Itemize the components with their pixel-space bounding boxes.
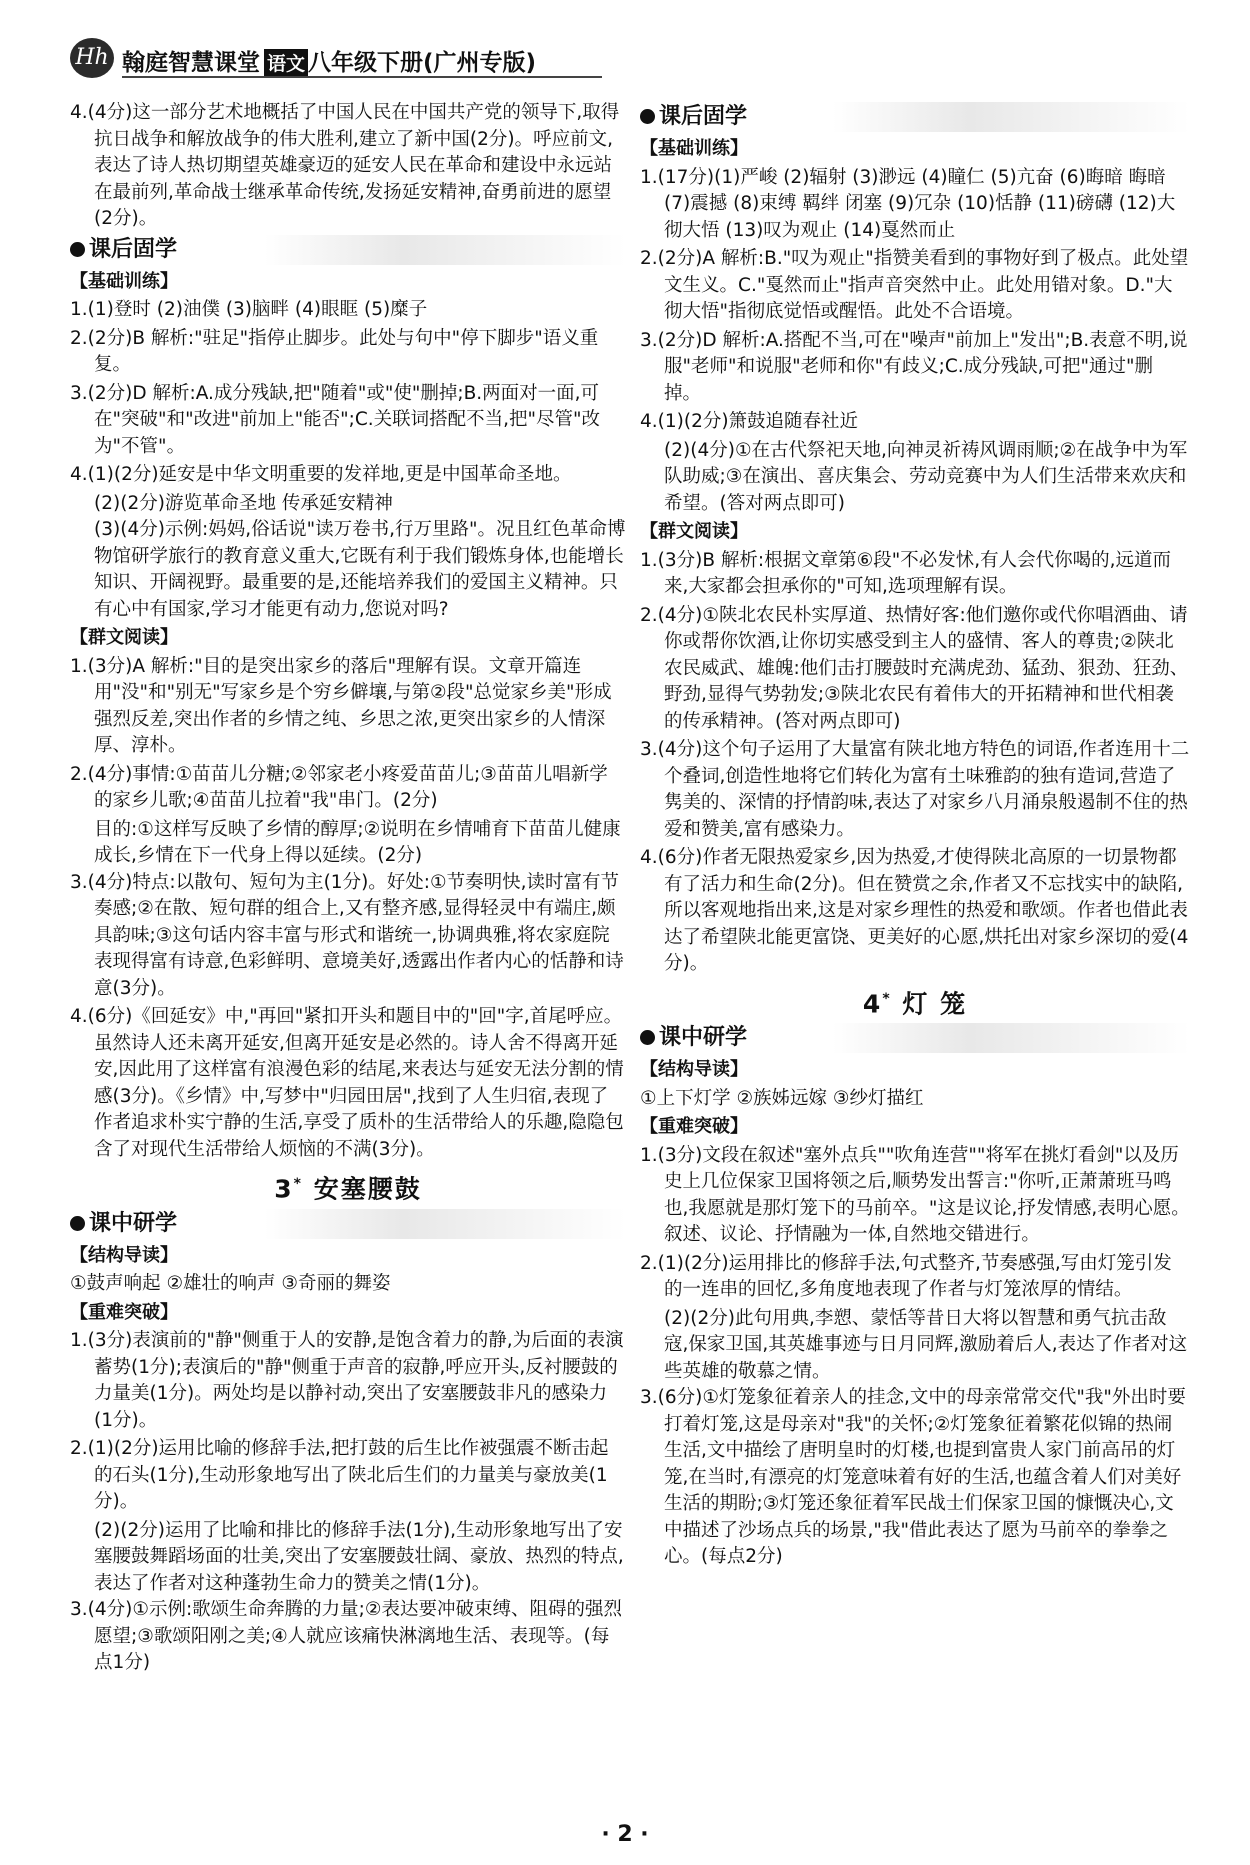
answer-item: 3.(4分)这个句子运用了大量富有陕北地方特色的词语,作者连用十二个叠词,创造性地将它们转化为富有土味雅韵的独有造词,营造了隽美的、深情的抒情韵味,表达了对家乡八月涌泉般遏制不住的热爱和赞美,富有感染力。 (640, 739, 1190, 840)
answer-item: 3.(4分)①示例:歌颂生命奔腾的力量;②表达要冲破束缚、阻碍的强烈愿望;③歌颂阳刚之美;④人就应该痛快淋漓地生活、表现等。(每点1分) (70, 1599, 622, 1674)
answer-item: 1.(3分)表演前的"静"侧重于人的安静,是饱含着力的静,为后面的表演蓄势(1分);表演后的"静"侧重于声音的寂静,呼应开头,反衬腰鼓的力量美(1分)。两处均是以静衬动,突出了安塞腰鼓非凡的感染力(1分)。 (70, 1330, 624, 1431)
bullet-icon (640, 109, 655, 124)
answer-item: (2)(2分)此句用典,李愬、蒙恬等昔日大将以智慧和勇气抗击敌寇,保家卫国,其英雄事迹与日月同辉,激励着后人,表达了作者对这些英雄的敬慕之情。 (664, 1307, 1188, 1382)
answer-item: 目的:①这样写反映了乡情的醇厚;②说明在乡情哺育下苗苗儿健康成长,乡情在下一代身上得以延续。(2分) (94, 818, 621, 866)
grade-label: 八年级下册(广州专版) (308, 50, 537, 76)
answer-item: 2.(4分)①陕北农民朴实厚道、热情好客:他们邀你或代你唱酒曲、请你或帮你饮酒,让你切实感受到主人的盛情、客人的尊贵;②陕北农民威武、雄魄:他们击打腰鼓时充满虎劲、猛劲、狠劲、狂劲、野劲,显得气势勃发;③陕北农民有着伟大的开拓精神和世代相袭的传承精神。(答对两点即可) (640, 604, 1189, 732)
page-header (70, 38, 540, 80)
brand-title (122, 44, 536, 77)
answer-item: 1.(3分)A 解析:"目的是突出家乡的落后"理解有误。文章开篇连用"没"和"别无"写家乡是个穷乡僻壤,与第②段"总觉家乡美"形成强烈反差,突出作者的乡情之纯、乡思之浓,更突出家乡的人情深厚、淳朴。 (70, 655, 612, 756)
section-heading-text: 课中研学 (89, 1210, 178, 1236)
answer-item: (2)(2分)运用了比喻和排比的修辞手法(1分),生动形象地写出了安塞腰鼓舞蹈场面的壮美,突出了安塞腰鼓壮阔、豪放、热烈的特点,表达了作者对这种蓬勃生命力的赞美之情(1分)。 (94, 1519, 624, 1594)
header-rule (122, 76, 602, 78)
answer-item: 3.(4分)特点:以散句、短句为主(1分)。好处:①节奏明快,读时富有节奏感;②在散、短句群的组合上,又有整齐感,显得轻灵中有端庄,颇具韵味;③这句话内容丰富与形式和谐统一,协调典雅,将农家庭院表现得富有诗意,色彩鲜明、意境美好,透露出作者内心的恬静和诗意(3分)。 (70, 871, 624, 999)
section-heading-text: 课中研学 (659, 1025, 748, 1051)
subsection-heading: 【基础训练】 (640, 138, 748, 159)
lesson-title-text: 安塞腰鼓 (313, 1174, 422, 1204)
bullet-icon (70, 242, 85, 257)
lesson-number: 4 (862, 988, 883, 1018)
answer-item: 4.(4分)这一部分艺术地概括了中国人民在中国共产党的领导下,取得抗日战争和解放战争的伟大胜利,建立了新中国(2分)。呼应前文,表达了诗人热切期望英雄豪迈的延安人民在革命和建设中永远站在最前列,革命战士继承革命传统,发扬延安精神,奋勇前进的愿望(2分)。 (70, 102, 620, 229)
right-column (640, 100, 1190, 1573)
answer-item: 2.(2分)B 解析:"驻足"指停止脚步。此处与句中"停下脚步"语义重复。 (70, 327, 599, 375)
subsection-heading: 【结构导读】 (70, 1244, 178, 1266)
subsection-heading: 【群文阅读】 (640, 521, 748, 542)
section-heading-text: 课后固学 (659, 104, 748, 129)
brand-logo-icon: Hh (70, 38, 114, 78)
lesson-star: * (293, 1176, 303, 1192)
lesson-title (640, 986, 1190, 1018)
answer-item: (3)(4分)示例:妈妈,俗话说"读万卷书,行万里路"。况且红色革命博物馆研学旅行的教育意义重大,它既有利于我们锻炼身体,也能增长知识、开阔视野。最重要的是,还能培养我们的爱国主义精神。只有心中有国家,学习才能更有动力,您说对吗? (94, 519, 626, 620)
subsection-heading: 【重难突破】 (70, 1301, 178, 1323)
answer-item: 2.(4分)事情:①苗苗儿分糖;②邻家老小疼爱苗苗儿;③苗苗儿唱新学的家乡儿歌;④苗苗儿拉着"我"串门。(2分) (70, 763, 608, 811)
answer-item: (2)(2分)游览革命圣地 传承延安精神 (94, 492, 393, 514)
section-heading (640, 102, 1190, 132)
answer-item: 3.(2分)D 解析:A.成分残缺,把"随着"或"使"删掉;B.两面对一面,可在"突破"和"改进"前加上"能否";C.关联词搭配不当,把"尽管"改为"不管"。 (70, 382, 601, 457)
lesson-number: 3 (274, 1174, 294, 1204)
answer-item: 2.(2分)A 解析:B."叹为观止"指赞美看到的事物好到了极点。此处望文生义。C."戛然而止"指声音突然中止。此处用错对象。D."大彻大悟"指彻底觉悟或醒悟。此处不合语境。 (640, 248, 1189, 322)
answer-item: 1.(17分)(1)严峻 (2)辐射 (3)渺远 (4)瞳仁 (5)亢奋 (6)晦暗 晦暗 (7)震撼 (8)束缚 羁绊 闭塞 (9)冗杂 (10)恬静 (11)磅礴 (12)大彻大悟 (13)叹为观止 (14)戛然而止 (640, 166, 1176, 241)
answer-item: 1.(1)登时 (2)油僕 (3)脑畔 (4)眼眶 (5)糜子 (70, 299, 428, 320)
left-column (70, 100, 626, 1679)
subsection-heading: 【群文阅读】 (70, 627, 178, 648)
answer-item: 4.(1)(2分)延安是中华文明重要的发祥地,更是中国革命圣地。 (70, 464, 572, 485)
answer-item: 1.(3分)文段在叙述"塞外点兵""吹角连营""将军在挑灯看剑"以及历史上几位保家卫国将领之后,顺势发出誓言:"你听,正萧萧班马鸣也,我愿就是那灯笼下的马前卒。"这是议论,抒发情感,表明心愿。叙述、议论、抒情融为一体,自然地交错进行。 (640, 1144, 1190, 1246)
lesson-title (70, 1171, 626, 1203)
answer-item: 3.(6分)①灯笼象征着亲人的挂念,文中的母亲常常交代"我"外出时要打着灯笼,这是母亲对"我"的关怀;②灯笼象征着繁花似锦的热闹生活,文中描绘了唐明皇时的灯楼,也提到富贵人家门前高吊的灯笼,在当时,有漂亮的灯笼意味着有好的生活,也蕴含着人们对美好生活的期盼;③灯笼还象征着军民战士们保家卫国的慷慨决心,文中描述了沙场点兵的场景,"我"借此表达了愿为马前卒的拳拳之心。(每点2分) (640, 1387, 1186, 1568)
subsection-heading: 【基础训练】 (70, 270, 178, 292)
bullet-icon (70, 1216, 85, 1231)
subject-badge: 语文 (264, 49, 308, 76)
answer-item: ①上下灯学 ②族姊远嫁 ③纱灯描红 (640, 1087, 924, 1109)
answer-item: 4.(6分)作者无限热爱家乡,因为热爱,才使得陕北高原的一切景物都有了活力和生命(2分)。但在赞赏之余,作者又不忘找实中的缺陷,所以客观地指出来,这是对家乡理性的热爱和歌颂。作者也借此表达了希望陕北能更富饶、更美好的心愿,烘托出对家乡深切的爱(4分)。 (640, 847, 1189, 974)
answer-item: 2.(1)(2分)运用比喻的修辞手法,把打鼓的后生比作被强震不断击起的石头(1分),生动形象地写出了陕北后生们的力量美与豪放美(1分)。 (70, 1438, 609, 1513)
answer-item: 1.(3分)B 解析:根据文章第⑥段"不必发怵,有人会代你喝的,远道而来,大家都会担承你的"可知,选项理解有误。 (640, 549, 1172, 597)
section-heading-text: 课后固学 (89, 236, 178, 262)
bullet-icon (640, 1030, 655, 1045)
subsection-heading: 【重难突破】 (640, 1116, 748, 1138)
section-heading (640, 1023, 1190, 1053)
lesson-star: * (882, 990, 892, 1007)
section-heading (70, 235, 626, 265)
lesson-title-text: 灯 笼 (902, 988, 968, 1018)
brand-name: 翰庭智慧课堂 (122, 50, 260, 76)
section-heading (70, 1209, 626, 1239)
answer-item: 4.(6分)《回延安》中,"再回"紧扣开头和题目中的"回"字,首尾呼应。虽然诗人还未离开延安,但离开延安是必然的。诗人舍不得离开延安,因此用了这样富有浪漫色彩的结尾,来表达与延安无法分割的情感(3分)。《乡情》中,写梦中"归园田居",找到了人生归宿,表现了作者追求朴实宁静的生活,享受了质朴的生活带给人的乐趣,隐隐包含了对现代生活带给人烦恼的不满(3分)。 (70, 1006, 624, 1160)
subsection-heading: 【结构导读】 (640, 1059, 748, 1081)
page-number: · 2 · (601, 1822, 649, 1847)
answer-item: 4.(1)(2分)箫鼓追随春社近 (640, 411, 859, 432)
answer-item: (2)(4分)①在古代祭祀天地,向神灵祈祷风调雨顺;②在战争中为军队助威;③在演出、喜庆集会、劳动竞赛中为人们生活带来欢庆和希望。(答对两点即可) (664, 439, 1188, 514)
answer-item: 3.(2分)D 解析:A.搭配不当,可在"噪声"前加上"发出";B.表意不明,说服"老师"和说服"老师和你"有歧义;C.成分残缺,可把"通过"删掉。 (640, 329, 1188, 404)
answer-item: ①鼓声响起 ②雄壮的响声 ③奇丽的舞姿 (70, 1273, 391, 1295)
answer-item: 2.(1)(2分)运用排比的修辞手法,句式整齐,节奏感强,写由灯笼引发的一连串的回忆,多角度地表现了作者与灯笼浓厚的情结。 (640, 1252, 1172, 1301)
